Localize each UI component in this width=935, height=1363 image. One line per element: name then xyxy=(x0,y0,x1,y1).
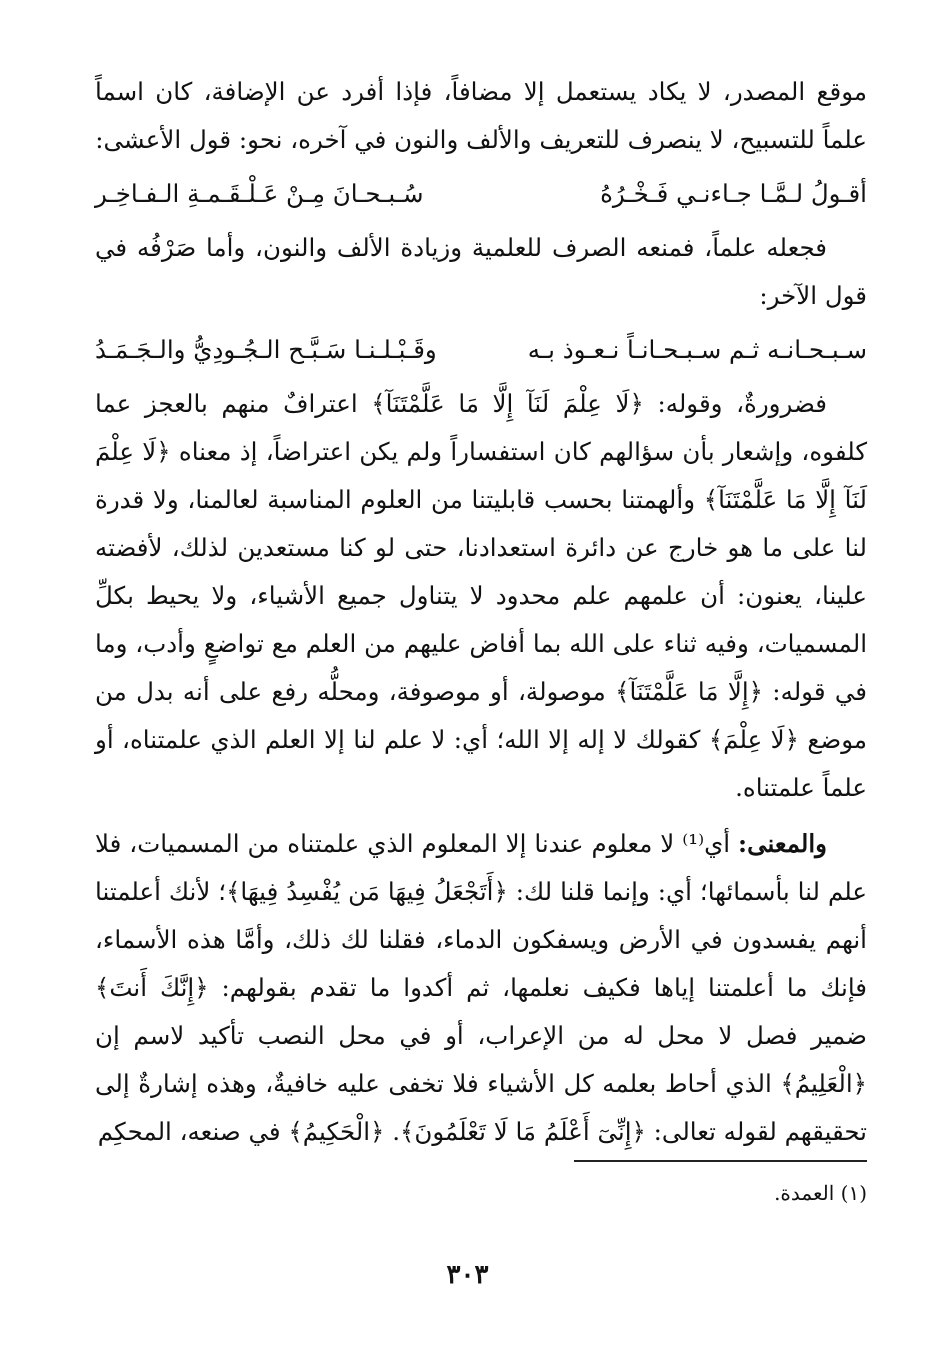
page-number: ٣٠٣ xyxy=(446,1260,489,1290)
verse-1-second-hemistich: سُـبـحـانَ مِـنْ عَـلْـقَـمـةِ الـفـاخِـر xyxy=(95,179,424,208)
verse-2 xyxy=(95,326,867,374)
paragraph-2: فجعله علماً، فمنعه الصرف للعلمية وزيادة الألف والنون، وأما صَرْفُه في قول الآخر: xyxy=(95,233,867,310)
page-body xyxy=(95,68,867,1156)
footnote: (١) العمدة. xyxy=(774,1181,867,1205)
verse-2-second-hemistich: وقَـبْـلـنـا سَـبَّـح الـجُـودِيُّ والـجَـمَـدُ xyxy=(95,335,437,364)
paragraph-1: موقع المصدر، لا يكاد يستعمل إلا مضافاً، فإذا أفرد عن الإضافة، كان اسماً علماً للتسبيح، لا ينصرف للتعريف والألف والنون في آخره، نحو: قول الأعشى: xyxy=(95,77,867,154)
verse-1-first-hemistich: أقـولُ لـمَّـا جـاءنـي فَـخْـرُهُ xyxy=(600,179,867,208)
paragraph-4-lead: والمعنى: xyxy=(738,829,827,858)
paragraph-4-body: أي⁽¹⁾ لا معلوم عندنا إلا المعلوم الذي علمتناه من المسميات، فلا علم لنا بأسمائها؛ أي: وإنما قلنا لك: ﴿أَتَجْعَلُ فِيهَا مَن يُفْسِدُ فِيهَا﴾؛ لأنك أعلمتنا أنهم يفسدون في الأرض ويسفكون الدماء، فقلنا لك ذلك، وأمَّا هذه الأسماء، فإنك ما أعلمتنا إياها فكيف نعلمها، ثم أكدوا ما تقدم بقولهم: ﴿إِنَّكَ أَنتَ﴾ ضمير فصل لا محل له من الإعراب، أو في محل النصب تأكيد لاسم إن ﴿الْعَلِيمُ﴾ الذي أحاط بعلمه كل الأشياء فلا تخفى عليه خافيةٌ، وهذه إشارةٌ إلى تحقيقهم لقوله تعالى: ﴿إِنِّىٓ أَعْلَمُ مَا لَا تَعْلَمُونَ﴾. ﴿الْحَكِيمُ﴾ في صنعه، المحكِم xyxy=(95,829,867,1146)
verse-2-first-hemistich: سـبـحـانـه ثـم سـبـحـانـاً نـعـوذ بـه xyxy=(527,335,867,364)
paragraph-4 xyxy=(95,820,867,1156)
paragraph-3: فضرورةٌ، وقوله: ﴿لَا عِلْمَ لَنَآ إِلَّا مَا عَلَّمْتَنَآ﴾ اعترافٌ منهم بالعجز عما كلفوه، وإشعار بأن سؤالهم كان استفساراً ولم يكن اعتراضاً، إذ معناه ﴿لَا عِلْمَ لَنَآ إِلَّا مَا عَلَّمْتَنَآ﴾ وألهمتنا بحسب قابليتنا من العلوم المناسبة لعالمنا، ولا قدرة لنا على ما هو خارج عن دائرة استعدادنا، حتى لو كنا مستعدين لذلك، لأفضته علينا، يعنون: أن علمهم علم محدود لا يتناول جميع الأشياء، ولا يحيط بكلِّ المسميات، وفيه ثناء على الله بما أفاض عليهم من العلم مع تواضعٍ وأدب، وما في قوله: ﴿إِلَّا مَا عَلَّمْتَنَآ﴾ موصولة، أو موصوفة، ومحلُّه رفع على أنه بدل من موضع ﴿لَا عِلْمَ﴾ كقولك لا إله إلا الله؛ أي: لا علم لنا إلا العلم الذي علمتناه، أو علماً علمتناه. xyxy=(95,389,867,802)
verse-1 xyxy=(95,170,867,218)
footnote-divider xyxy=(574,1160,867,1162)
